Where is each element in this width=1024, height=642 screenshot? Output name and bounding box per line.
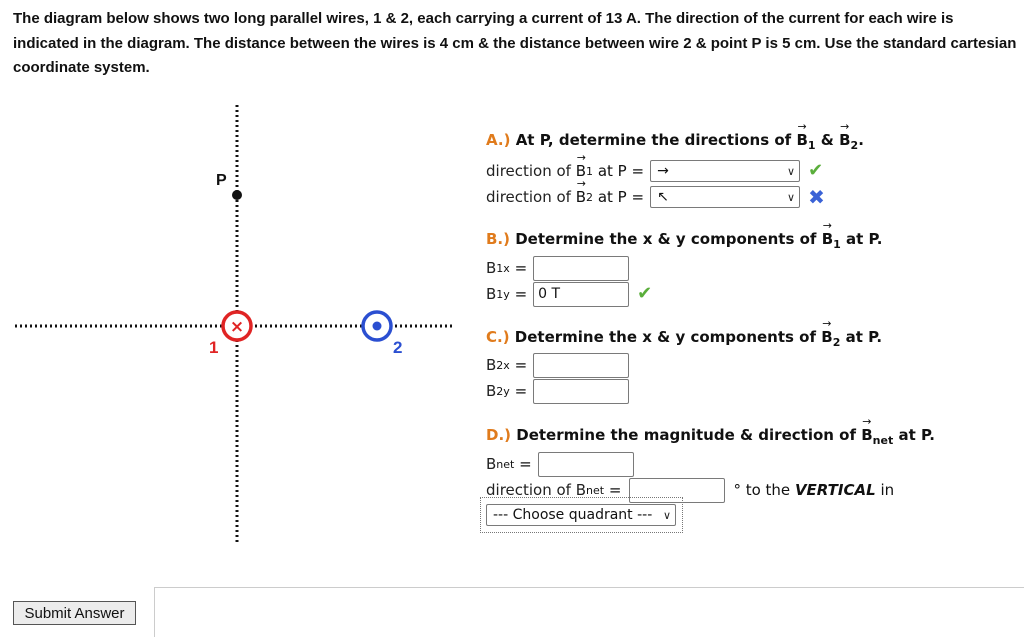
b1y-input[interactable]: 0 T <box>533 282 629 307</box>
part-d <box>486 426 935 447</box>
wire2-dot-symbol <box>373 322 382 331</box>
chevron-down-icon: ∨ <box>787 164 796 178</box>
check-icon: ✔ <box>637 283 653 304</box>
wire-diagram <box>0 95 470 555</box>
quadrant-select[interactable]: --- Choose quadrant --- ∨ <box>486 504 676 526</box>
chevron-down-icon: ∨ <box>787 190 796 204</box>
b2x-input[interactable] <box>533 353 629 378</box>
point-p-label: P <box>216 172 227 189</box>
b2-direction-select[interactable]: ↖ ∨ <box>650 186 800 208</box>
wire1-cross-symbol: × <box>229 317 245 337</box>
part-b <box>486 230 882 251</box>
point-p-dot <box>232 190 242 200</box>
chevron-down-icon: ∨ <box>662 508 671 522</box>
part-d-title: D.) Determine the magnitude & direction of → $B_{net}$ at P. <box>486 426 935 447</box>
problem-statement: The diagram below shows two long parallel wires, 1 & 2, each carrying a current of 13 A. The direction of the current for each wire is indicated in the diagram. The distance between the wires is 4 cm & the distance between wire 2 & point P is 5 cm. Use the standard cartesian coordinate system. <box>13 10 1017 76</box>
submit-answer-button[interactable]: Submit Answer <box>13 601 136 625</box>
b2-vector: → B <box>839 131 850 149</box>
b2y-input[interactable] <box>533 379 629 404</box>
part-a-title: A.) At P, determine the directions of → $B_1$ & → $B_2$. <box>486 131 864 152</box>
cross-icon: ✖ <box>808 185 825 209</box>
part-c <box>486 328 882 349</box>
wire1-label: 1 <box>209 338 219 357</box>
wire2-label: 2 <box>393 338 403 357</box>
b1-direction-select[interactable]: → ∨ <box>650 160 800 182</box>
check-icon: ✔ <box>808 160 824 181</box>
b1-vector: → B <box>796 131 807 149</box>
part-b-title: B.) Determine the x & y components of → $B_1$ at P. <box>486 230 882 251</box>
b1x-input[interactable] <box>533 256 629 281</box>
divider-vertical <box>154 587 155 637</box>
bnet-input[interactable] <box>538 452 634 477</box>
divider <box>154 587 1024 588</box>
direction-bnet-label: direction of B <box>486 481 587 499</box>
part-c-title: C.) Determine the x & y components of → $B_2$ at P. <box>486 328 882 349</box>
part-a <box>486 131 864 152</box>
